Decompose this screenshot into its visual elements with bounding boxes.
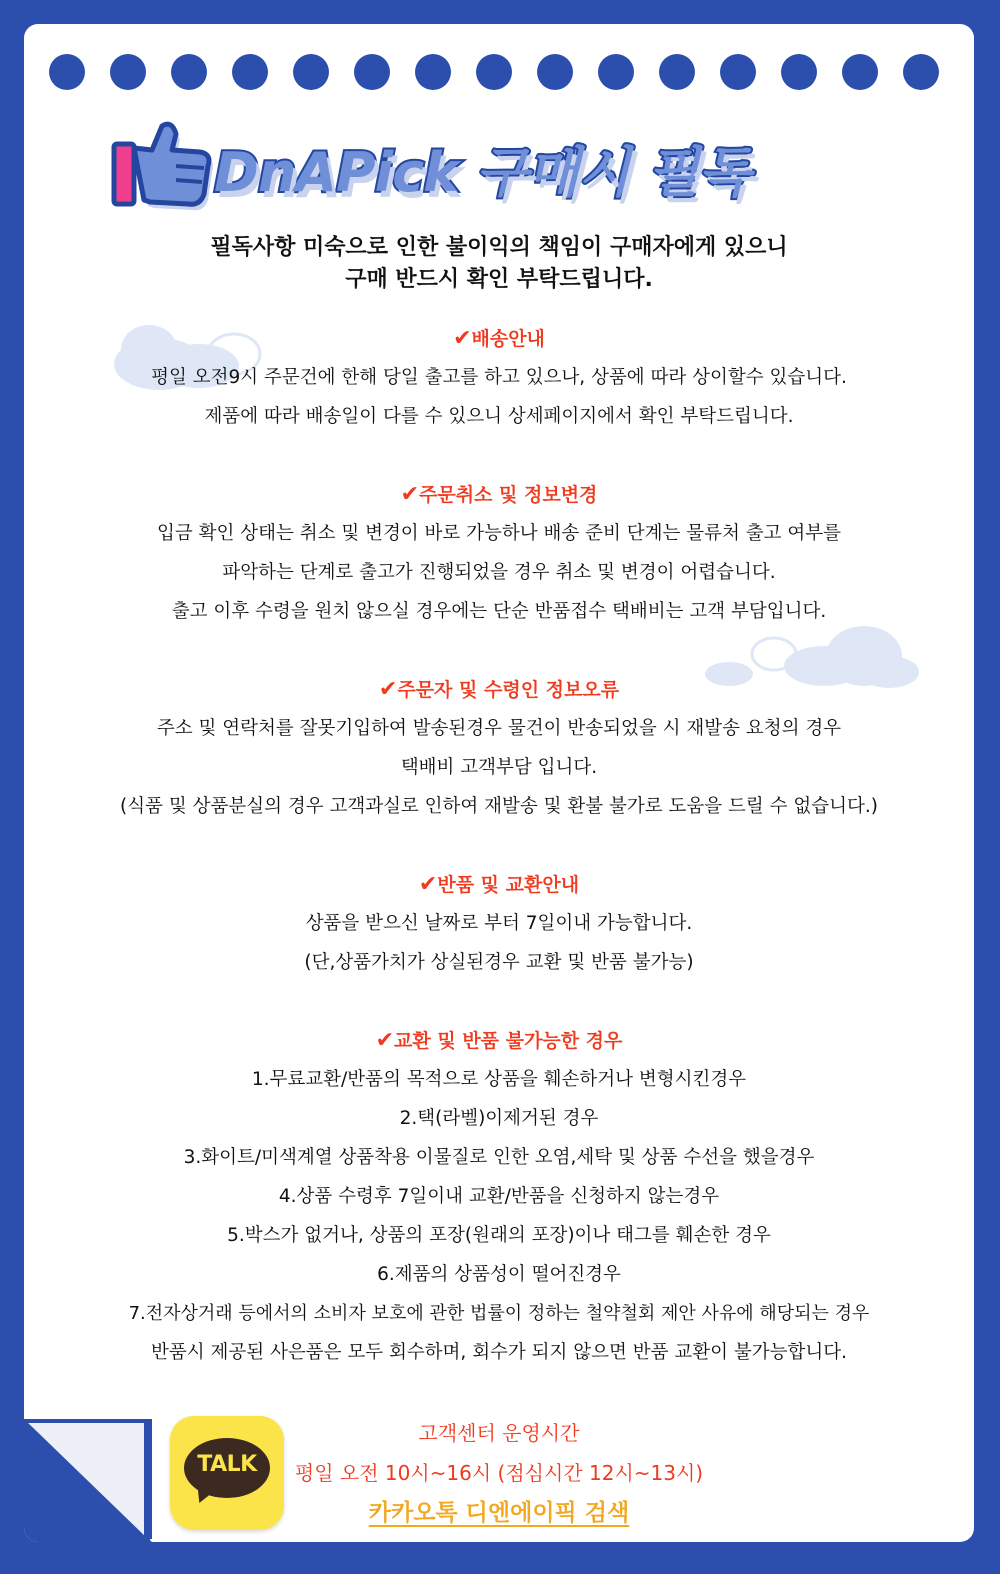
check-icon: ✔ — [453, 326, 472, 351]
section-title — [24, 1022, 974, 1060]
section-line: 6.제품의 상품성이 떨어진경우 — [377, 1264, 621, 1285]
shipping-section — [24, 320, 974, 436]
no-return-section — [24, 1022, 974, 1372]
section-line: 상품을 받으신 날짜로 부터 7일이내 가능합니다. — [305, 913, 693, 934]
section-line: 평일 오전9시 주문건에 한해 당일 출고를 하고 있으나, 상품에 따라 상이할수 있습니다. — [151, 367, 847, 388]
section-line: 반품시 제공된 사은품은 모두 회수하며, 회수가 되지 않으면 반품 교환이 불가능합니다. — [150, 1342, 848, 1363]
section-line: 7.전자상거래 등에서의 소비자 보호에 관한 법률이 정하는 철약철회 제안 사유에 해당되는 경우 — [128, 1303, 870, 1324]
check-icon: ✔ — [400, 482, 419, 507]
binder-ring — [659, 54, 695, 90]
binder-ring — [537, 54, 573, 90]
page-title: DnAPick 구매시 필독 — [214, 141, 750, 204]
section-line: (식품 및 상품분실의 경우 고객과실로 인하여 재발송 및 환불 불가로 도움을 드릴 수 없습니다.) — [120, 796, 878, 817]
binder-ring — [476, 54, 512, 90]
cancel-section — [24, 476, 974, 631]
section-line: 주소 및 연락처를 잘못기입하여 발송된경우 물건이 반송되었을 시 재발송 요청의 경우 — [156, 718, 842, 739]
check-icon: ✔ — [375, 1028, 395, 1053]
section-title-label: 반품 및 교환안내 — [437, 874, 580, 896]
binder-ring — [720, 54, 756, 90]
return-section — [24, 866, 974, 982]
section-title-label: 교환 및 반품 불가능한 경우 — [394, 1030, 623, 1052]
binder-ring — [293, 54, 329, 90]
intro-text — [24, 232, 974, 296]
section-line: 택배비 고객부담 입니다. — [400, 757, 598, 778]
section-line: 입금 확인 상태는 취소 및 변경이 바로 가능하나 배송 준비 단계는 물류처 출고 여부를 — [156, 523, 842, 544]
binder-ring — [598, 54, 634, 90]
support-hours: 평일 오전 10시~16시 (점심시간 12시~13시) — [294, 1461, 704, 1485]
kakao-search-link[interactable]: 카카오톡 디엔에이픽 검색 — [368, 1500, 630, 1526]
binder-ring — [110, 54, 146, 90]
binder-ring — [49, 54, 85, 90]
section-title — [24, 866, 974, 904]
section-title — [24, 671, 974, 709]
section-line: 2.택(라벨)이제거된 경우 — [399, 1108, 599, 1129]
section-line: 4.상품 수령후 7일이내 교환/반품을 신청하지 않는경우 — [278, 1186, 720, 1207]
notice-sheet — [24, 24, 974, 1542]
intro-line: 필독사항 미숙으로 인한 불이익의 책임이 구매자에게 있으니 — [210, 235, 788, 260]
section-title-label: 주문취소 및 정보변경 — [419, 484, 598, 506]
section-line: 파악하는 단계로 출고가 진행되었을 경우 취소 및 변경이 어렵습니다. — [222, 562, 776, 583]
section-title — [24, 476, 974, 514]
talk-label: TALK — [197, 1452, 257, 1477]
binder-ring — [415, 54, 451, 90]
section-line: 1.무료교환/반품의 목적으로 상품을 훼손하거나 변형시킨경우 — [251, 1069, 747, 1090]
binder-ring — [354, 54, 390, 90]
section-line: 3.화이트/미색계열 상품착용 이물질로 인한 오염,세탁 및 상품 수선을 했을경우 — [183, 1147, 815, 1168]
section-line: 출고 이후 수령을 원치 않으실 경우에는 단순 반품접수 택배비는 고객 부담입니다. — [171, 601, 827, 622]
binder-ring — [171, 54, 207, 90]
check-icon: ✔ — [418, 872, 438, 897]
support-hours-title: 고객센터 운영시간 — [418, 1421, 580, 1445]
check-icon: ✔ — [378, 677, 398, 702]
binder-ring — [781, 54, 817, 90]
binder-ring — [903, 54, 939, 90]
section-title — [24, 320, 974, 358]
thumbs-up-icon — [104, 120, 224, 220]
section-title-label: 주문자 및 수령인 정보오류 — [397, 679, 620, 701]
section-title-label: 배송안내 — [471, 328, 545, 350]
intro-line: 구매 반드시 확인 부탁드립니다. — [345, 267, 653, 292]
section-line: 5.박스가 없거나, 상품의 포장(원래의 포장)이나 태그를 훼손한 경우 — [227, 1225, 771, 1246]
recipient-error-section — [24, 671, 974, 826]
section-line: 제품에 따라 배송일이 다를 수 있으니 상세페이지에서 확인 부탁드립니다. — [204, 406, 794, 427]
binder-ring — [842, 54, 878, 90]
section-line: (단,상품가치가 상실된경우 교환 및 반품 불가능) — [304, 952, 694, 973]
binder-ring — [232, 54, 268, 90]
page-header — [24, 120, 974, 220]
